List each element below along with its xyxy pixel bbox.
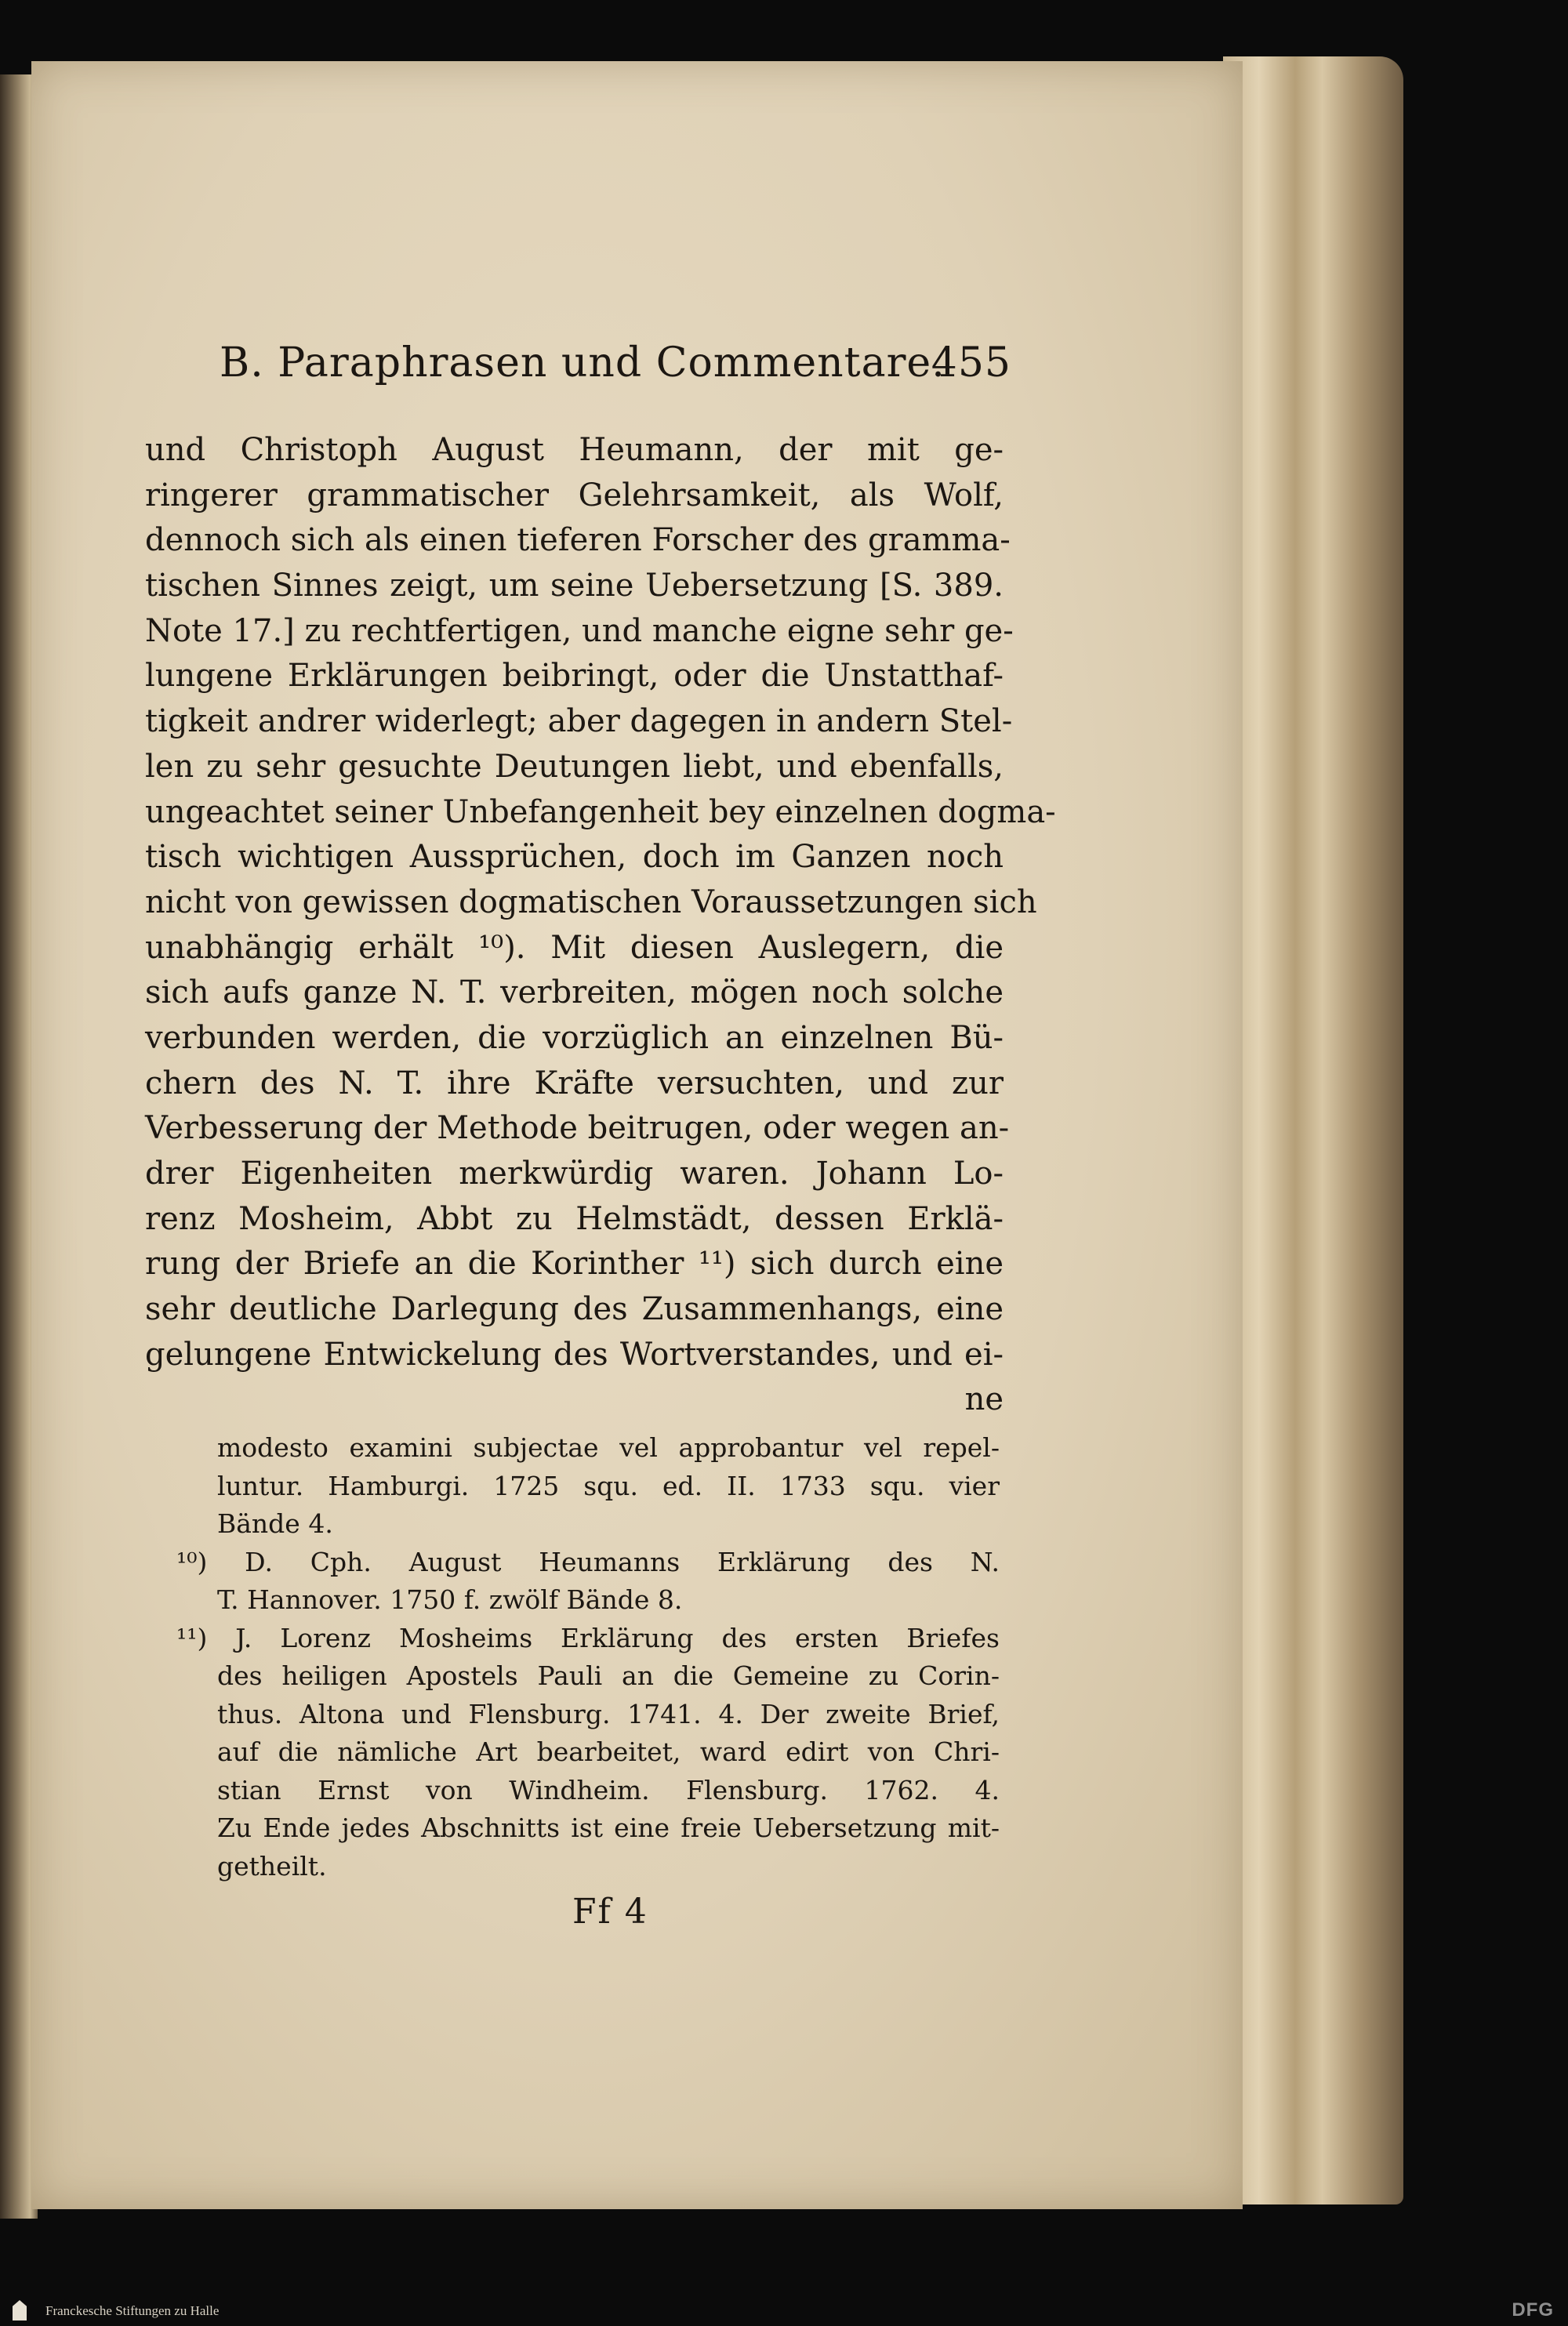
text-line: tisch wichtigen Aussprüchen, doch im Ganzen noch — [145, 839, 1004, 876]
text-line: tigkeit andrer widerlegt; aber dagegen in andern Stel- — [145, 703, 1013, 740]
text-line: dennoch sich als einen tieferen Forscher des gramma- — [145, 522, 1011, 559]
footnote-line: T. Hannover. 1750 f. zwölf Bände 8. — [217, 1584, 683, 1615]
text-line: gelungene Entwickelung des Wortverstandes, und ei- — [145, 1336, 1004, 1373]
footnote-line: Zu Ende jedes Abschnitts ist eine freie Uebersetzung mit- — [217, 1813, 1000, 1843]
footnote-line: Bände 4. — [217, 1508, 333, 1539]
catchword-line: ne — [964, 1381, 1004, 1418]
text-line: drer Eigenheiten merkwürdig waren. Johann Lo- — [145, 1156, 1004, 1192]
running-head — [220, 339, 1011, 394]
institution-logo-icon — [13, 2300, 27, 2321]
footnote-line: getheilt. — [217, 1850, 327, 1881]
footnote-line: thus. Altona und Flensburg. 1741. 4. Der zweite Brief, — [217, 1698, 1000, 1729]
footnote-line: luntur. Hamburgi. 1725 squ. ed. II. 1733 squ. vier — [217, 1470, 1000, 1501]
page-stack-edge — [1223, 56, 1403, 2204]
footnote-line: stian Ernst von Windheim. Flensburg. 1762. 4. — [217, 1774, 1000, 1805]
text-line: ungeachtet seiner Unbefangenheit bey einzelnen dogma- — [145, 793, 1056, 830]
book-page — [31, 61, 1243, 2209]
text-line: lungene Erklärungen beibringt, oder die Unstatthaf- — [145, 658, 1004, 695]
footnotes — [176, 1429, 1000, 1885]
text-line: chern des N. T. ihre Kräfte versuchten, und zur — [145, 1065, 1004, 1101]
footnote-line: auf die nämliche Art bearbeitet, ward edirt von Chri- — [217, 1736, 1000, 1767]
text-line: tischen Sinnes zeigt, um seine Uebersetzung [S. 389. — [145, 568, 1004, 604]
footer-bar — [0, 2297, 1568, 2326]
footnote-line: modesto examini subjectae vel approbantur vel repel- — [217, 1432, 1000, 1463]
dfg-logo: DFG — [1512, 2299, 1554, 2321]
footnote-line: des heiligen Apostels Pauli an die Gemeine zu Corin- — [217, 1660, 1000, 1691]
text-line: und Christoph August Heumann, der mit ge- — [145, 432, 1004, 468]
text-line: renz Mosheim, Abbt zu Helmstädt, dessen Erklä- — [145, 1200, 1004, 1237]
signature-mark: Ff 4 — [572, 1892, 648, 1932]
text-line: unabhängig erhält ¹⁰). Mit diesen Auslegern, die — [145, 929, 1004, 966]
page-number: 455 — [931, 339, 1011, 386]
text-line: Note 17.] zu rechtfertigen, und manche eigne sehr ge- — [145, 612, 1014, 649]
body-text — [145, 428, 1056, 1423]
text-line: Verbesserung der Methode beitrugen, oder wegen an- — [145, 1110, 1010, 1147]
footnote-line: ¹⁰) D. Cph. August Heumanns Erklärung des N. — [176, 1546, 1000, 1577]
text-line: rung der Briefe an die Korinther ¹¹) sich durch eine — [145, 1246, 1004, 1283]
text-line: nicht von gewissen dogmatischen Voraussetzungen sich — [145, 884, 1037, 920]
text-line: verbunden werden, die vorzüglich an einzelnen Bü- — [145, 1019, 1004, 1056]
text-line: sehr deutliche Darlegung des Zusammenhangs, eine — [145, 1291, 1004, 1328]
institution-name: Franckesche Stiftungen zu Halle — [45, 2303, 220, 2318]
running-head-title: B. Paraphrasen und Commentare. — [220, 339, 946, 386]
text-line: len zu sehr gesuchte Deutungen liebt, und ebenfalls, — [145, 748, 1004, 785]
text-line: sich aufs ganze N. T. verbreiten, mögen noch solche — [145, 974, 1004, 1011]
footnote-line: ¹¹) J. Lorenz Mosheims Erklärung des ersten Briefes — [176, 1622, 1000, 1653]
text-line: ringerer grammatischer Gelehrsamkeit, als Wolf, — [145, 477, 1004, 513]
